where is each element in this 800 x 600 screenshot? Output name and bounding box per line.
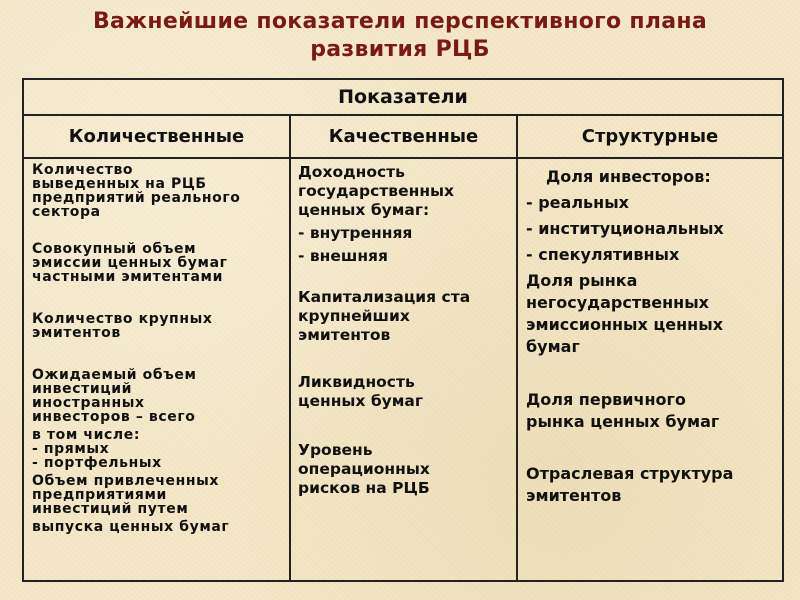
quantitative-line: Совокупный объем [32,241,197,257]
page-title [0,8,800,64]
qualitative-line: крупнейших [298,307,410,325]
structural-line: - реальных [526,193,629,212]
title-line-1: Важнейшие показатели перспективного плана [92,9,708,34]
quantitative-cell [24,159,289,580]
column-header-structural: Структурные [516,116,782,159]
qualitative-line: государственных [298,182,455,200]
title-line-2: развития РЦБ [310,37,490,62]
structural-cell [516,159,782,580]
qualitative-line: ценных бумаг [298,392,423,410]
structural-line: Отраслевая структура [526,464,734,483]
indicators-table [22,78,784,582]
structural-line: эмитентов [526,486,622,505]
quantitative-line: - портфельных [32,455,162,471]
qualitative-line: Доходность [298,163,405,181]
qualitative-line: рисков на РЦБ [298,479,430,497]
quantitative-line: иностранных [32,395,145,411]
quantitative-line: частными эмитентами [32,269,223,285]
structural-line: Доля первичного [526,390,686,409]
quantitative-line: в том числе: [32,427,141,443]
qualitative-cell [289,159,516,580]
quantitative-line: Количество [32,162,134,178]
quantitative-line: Количество крупных [32,311,213,327]
structural-line: эмиссионных ценных [526,315,724,334]
quantitative-line: - прямых [32,441,110,457]
quantitative-line: выпуска ценных бумаг [32,519,230,535]
qualitative-line: операционных [298,460,430,478]
structural-line: негосударственных [526,293,709,312]
table-header-indicators: Показатели [24,80,782,116]
structural-line: бумаг [526,337,580,356]
structural-line: Доля инвесторов: [546,167,711,186]
quantitative-line: Ожидаемый объем [32,367,197,383]
qualitative-line: ценных бумаг: [298,201,430,219]
quantitative-line: предприятий реального [32,190,241,206]
quantitative-line: инвесторов – всего [32,409,196,425]
structural-line: - институциональных [526,219,724,238]
quantitative-line: сектора [32,204,101,220]
structural-line: Доля рынка [526,271,638,290]
quantitative-line: инвестиций путем [32,501,189,517]
quantitative-line: инвестиций [32,381,133,397]
quantitative-line: Объем привлеченных [32,473,220,489]
qualitative-line: - внешняя [298,247,388,265]
structural-line: рынка ценных бумаг [526,412,720,431]
quantitative-line: эмитентов [32,325,121,341]
column-header-quantitative: Количественные [24,116,289,159]
quantitative-line: выведенных на РЦБ [32,176,207,192]
structural-line: - спекулятивных [526,245,680,264]
quantitative-line: эмиссии ценных бумаг [32,255,228,271]
qualitative-line: Ликвидность [298,373,415,391]
quantitative-line: предприятиями [32,487,167,503]
qualitative-line: эмитентов [298,326,391,344]
column-header-qualitative: Качественные [289,116,516,159]
qualitative-line: Капитализация ста [298,288,471,306]
qualitative-line: Уровень [298,441,373,459]
qualitative-line: - внутренняя [298,224,413,242]
